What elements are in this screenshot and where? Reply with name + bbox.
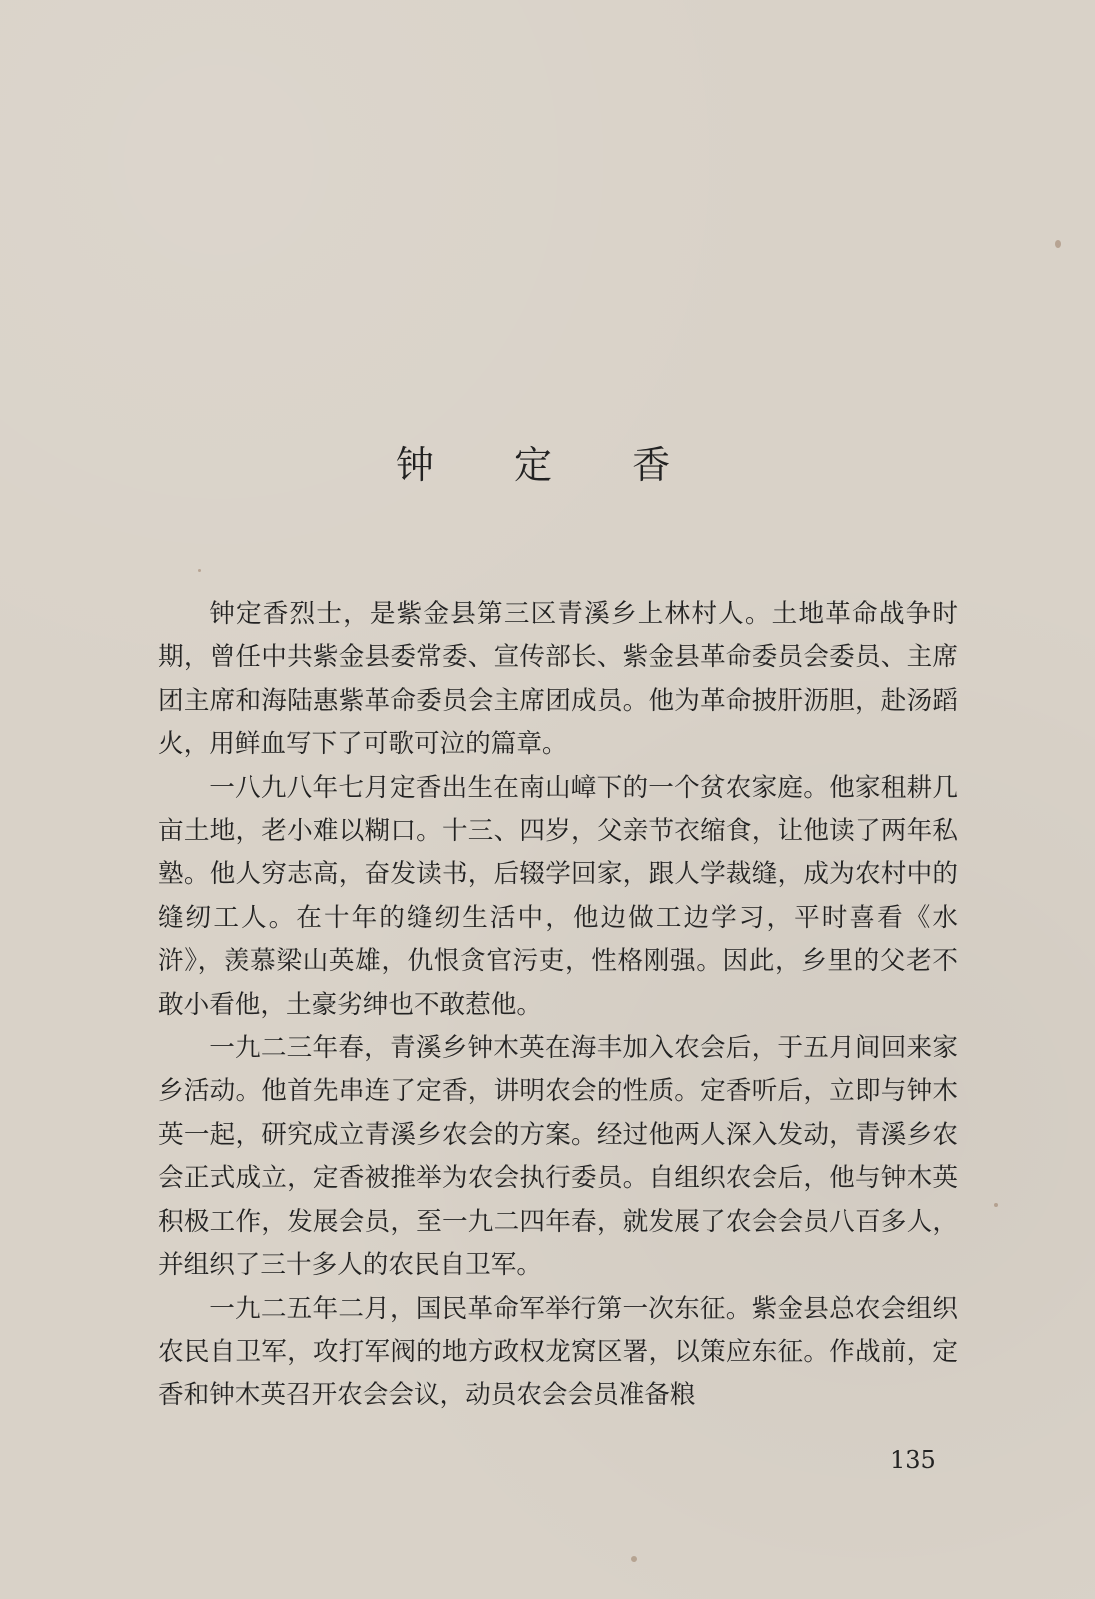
paragraph-3: 一九二三年春，青溪乡钟木英在海丰加入农会后，于五月间回来家乡活动。他首先串连了定香，讲明农会的性质。定香听后，立即与钟木英一起，研究成立青溪乡农会的方案。经过他两人深入发动，青溪乡农会正式成立，定香被推举为农会执行委员。自组织农会后，他与钟木英积极工作，发展会员，至一九二四年春，就发展了农会会员八百多人，并组织了三十多人的农民自卫军。 xyxy=(158,1033,958,1281)
paper-speck xyxy=(1055,240,1061,248)
paragraph-1: 钟定香烈士，是紫金县第三区青溪乡上林村人。土地革命战争时期，曾任中共紫金县委常委、宣传部长、紫金县革命委员会委员、主席团主席和海陆惠紫革命委员会主席团成员。他为革命披肝沥胆，赴汤蹈火，用鲜血写下了可歌可泣的篇章。 xyxy=(158,599,958,760)
paragraph-4: 一九二五年二月，国民革命军举行第一次东征。紫金县总农会组织农民自卫军，攻打军阀的地方政权龙窝区署，以策应东征。作战前，定香和钟木英召开农会会议，动员农会会员准备粮 xyxy=(158,1293,958,1411)
paper-speck xyxy=(198,569,201,572)
paper-speck xyxy=(631,1556,637,1562)
page-title: 钟 定 香 xyxy=(395,443,705,488)
paper-speck xyxy=(994,1203,998,1207)
body-text xyxy=(158,593,958,1418)
paragraph-2: 一八九八年七月定香出生在南山嶂下的一个贫农家庭。他家租耕几亩土地，老小难以糊口。十三、四岁，父亲节衣缩食，让他读了两年私塾。他人穷志高，奋发读书，后辍学回家，跟人学裁缝，成为农村中的缝纫工人。在十年的缝纫生活中，他边做工边学习，平时喜看《水浒》，羡慕梁山英雄，仇恨贪官污吏，性格刚强。因此，乡里的父老不敢小看他，土豪劣绅也不敢惹他。 xyxy=(158,772,958,1020)
page-number: 135 xyxy=(890,1446,936,1474)
